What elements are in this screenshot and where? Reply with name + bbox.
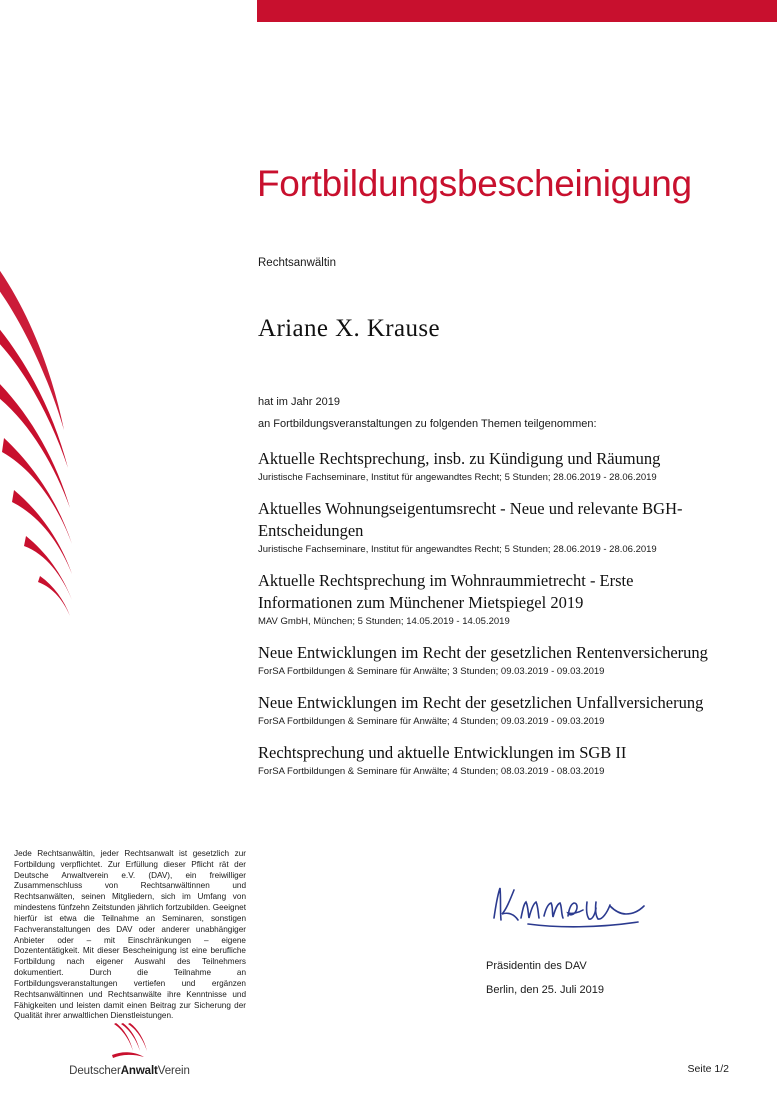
- salutation-label: Rechtsanwältin: [258, 257, 336, 269]
- signature-place-date: Berlin, den 25. Juli 2019: [486, 984, 605, 996]
- list-item: [258, 742, 718, 778]
- course-list: [258, 448, 718, 792]
- course-title: Aktuelle Rechtsprechung im Wohnraummietrecht - Erste Informationen zum Münchener Mietspiegel 2019: [258, 570, 634, 612]
- recipient-name: Ariane X. Krause: [258, 315, 441, 342]
- intro-line-description: an Fortbildungsveranstaltungen zu folgenden Themen teilgenommen:: [258, 418, 597, 430]
- course-meta: Juristische Fachseminare, Institut für angewandtes Recht; 5 Stunden; 28.06.2019 - 28.06.2019: [258, 543, 657, 555]
- logo-text-part1: Deutscher: [69, 1065, 121, 1077]
- page-number: Seite 1/2: [687, 1063, 729, 1075]
- logo-text-part3: Verein: [157, 1065, 190, 1077]
- course-meta: Juristische Fachseminare, Institut für angewandtes Recht; 5 Stunden; 28.06.2019 - 28.06.2019: [258, 471, 657, 483]
- legal-fineprint: Jede Rechtsanwältin, jeder Rechtsanwalt ist gesetzlich zur Fortbildung verpflichtet. Zur Erfüllung dieser Pflicht rät der Deutsche Anwaltverein e.V. (DAV), ein freiwilliger Zusammenschluss von Rechtsanwältinnen und Rechtsanwälten, seinen Mitgliedern, sich im Umfang von mindestens fünfzehn Zeitstunden jährlich fortzubilden. Geeignet hierfür ist etwa die Teilnahme an Seminaren, sonstigen Fachveranstaltungen des DAV oder anderer unabhängiger Anbieter oder – mit Einschränkungen – eigene Dozententätigkeit. Mit dieser Bescheinigung ist eine berufliche Fortbildung nach eigener Auswahl des Teilnehmers dokumentiert. Durch die Teilnahme an Fortbildungsveranstaltungen vertiefen und ergänzen Rechtsanwältinnen und Rechtsanwälte ihre Kenntnisse und Fähigkeiten und leisten damit einen Beitrag zur Sicherung der Qualität ihrer anwaltlichen Dienstleistungen.: [14, 849, 246, 1021]
- course-title: Neue Entwicklungen im Recht der gesetzlichen Unfallversicherung: [258, 692, 704, 712]
- intro-line-year: hat im Jahr 2019: [258, 396, 340, 408]
- list-item: [258, 498, 718, 556]
- dav-logo: [62, 1021, 197, 1083]
- course-meta: ForSA Fortbildungen & Seminare für Anwälte; 4 Stunden; 08.03.2019 - 08.03.2019: [258, 765, 605, 777]
- page-title: Fortbildungsbescheinigung: [257, 163, 692, 204]
- dav-logo-mark-icon: [110, 1021, 150, 1061]
- course-title: Neue Entwicklungen im Recht der gesetzlichen Rentenversicherung: [258, 642, 708, 662]
- course-title: Rechtsprechung und aktuelle Entwicklungen im SGB II: [258, 743, 627, 763]
- course-title: Aktuelle Rechtsprechung, insb. zu Kündigung und Räumung: [258, 449, 661, 468]
- dav-logo-text: [62, 1065, 197, 1077]
- signature-image: [488, 880, 688, 935]
- signature-role: Präsidentin des DAV: [486, 960, 587, 972]
- course-meta: MAV GmbH, München; 5 Stunden; 14.05.2019 - 14.05.2019: [258, 615, 510, 627]
- decorative-feather-graphic: [0, 262, 110, 622]
- list-item: [258, 642, 718, 678]
- course-meta: ForSA Fortbildungen & Seminare für Anwälte; 4 Stunden; 09.03.2019 - 09.03.2019: [258, 715, 605, 727]
- list-item: [258, 570, 718, 628]
- course-title: Aktuelles Wohnungseigentumsrecht - Neue und relevante BGH-Entscheidungen: [258, 499, 683, 540]
- list-item: [258, 448, 718, 484]
- list-item: [258, 692, 718, 728]
- top-accent-bar: [257, 0, 777, 22]
- course-meta: ForSA Fortbildungen & Seminare für Anwälte; 3 Stunden; 09.03.2019 - 09.03.2019: [258, 665, 605, 677]
- logo-text-part2: Anwalt: [120, 1065, 158, 1077]
